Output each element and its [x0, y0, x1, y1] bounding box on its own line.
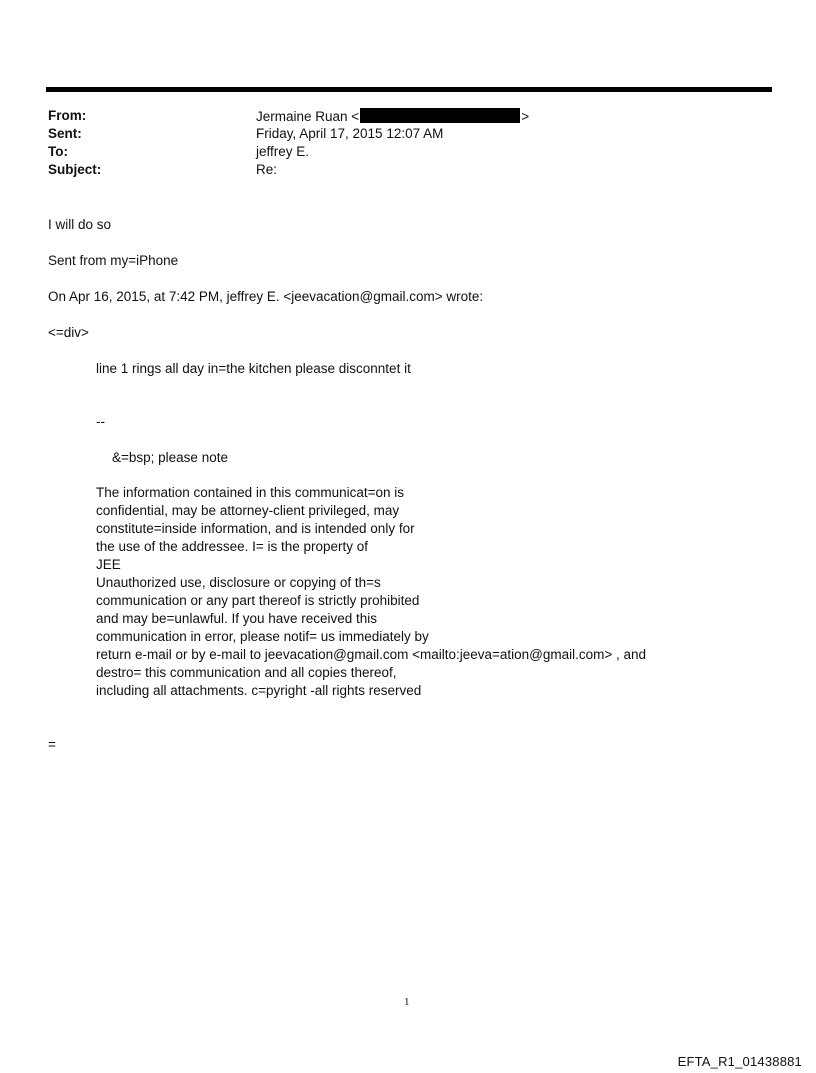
disclaimer-line: communication or any part thereof is strictly prohibited — [96, 593, 420, 608]
disclaimer-line: JEE — [96, 557, 121, 572]
subject-label: Subject: — [48, 162, 102, 177]
disclaimer-line: and may be=unlawful. If you have received this — [96, 611, 378, 626]
sent-value: Friday, April 17, 2015 12:07 AM — [256, 126, 444, 141]
header-rule — [46, 87, 772, 92]
from-value — [256, 108, 529, 124]
redaction-box — [360, 108, 520, 123]
disclaimer-line: the use of the addressee. I= is the property of — [96, 539, 369, 554]
page-number: 1 — [404, 996, 410, 1008]
disclaimer-paragraph — [96, 484, 646, 700]
disclaimer-line: including all attachments. c=pyright -all rights reserved — [96, 683, 422, 698]
disclaimer-line: Unauthorized use, disclosure or copying of th=s — [96, 575, 381, 590]
disclaimer-line: return e-mail or by e-mail to jeevacation@gmail.com <mailto:jeeva=ation@gmail.com> , and — [96, 647, 647, 662]
disclaimer-line: confidential, may be attorney-client privileged, may — [96, 503, 400, 518]
disclaimer-line: destro= this communication and all copies thereof, — [96, 665, 397, 680]
subject-value: Re: — [256, 162, 278, 177]
please-note: &=bsp; please note — [112, 450, 228, 465]
to-value: jeffrey E. — [256, 144, 310, 159]
quoted-message: line 1 rings all day in=the kitchen please disconntet it — [96, 361, 411, 376]
to-label: To: — [48, 144, 68, 159]
sent-label: Sent: — [48, 126, 82, 141]
body-line-div-tag: <=div> — [48, 325, 89, 340]
disclaimer-line: The information contained in this communicat=on is — [96, 485, 405, 500]
body-line-signature: Sent from my=iPhone — [48, 253, 179, 268]
disclaimer-line: communication in error, please notif= us immediately by — [96, 629, 429, 644]
trailing-equals: = — [48, 737, 56, 752]
from-close: > — [521, 109, 530, 124]
from-name: Jermaine Ruan < — [256, 109, 360, 124]
bates-number: EFTA_R1_01438881 — [677, 1054, 802, 1069]
signature-dashes: -- — [96, 414, 105, 429]
disclaimer-line: constitute=inside information, and is intended only for — [96, 521, 415, 536]
body-line-quote-header: On Apr 16, 2015, at 7:42 PM, jeffrey E. <jeevacation@gmail.com> wrote: — [48, 289, 484, 304]
body-line-reply: I will do so — [48, 217, 112, 232]
from-label: From: — [48, 108, 87, 123]
